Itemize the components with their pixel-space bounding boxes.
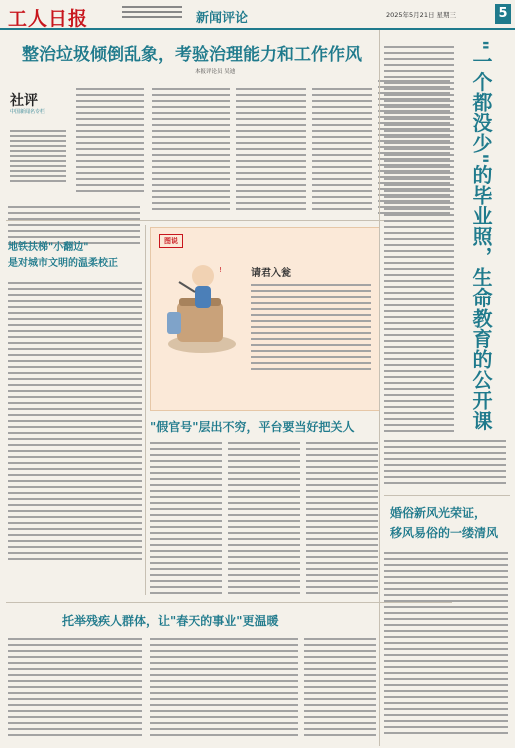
bottom-story-body-col2: [150, 638, 298, 740]
middle-story-headline: "假官号"层出不穷，平台要当好把关人: [150, 420, 355, 434]
top-story-headline: 整治垃圾倾倒乱象，考验治理能力和工作作风: [22, 45, 362, 65]
cartoon-caption: [251, 284, 371, 374]
right-vertical-headline: "一个都没少"的毕业照，生命教育的公开课: [469, 40, 493, 431]
masthead-info-lines: [122, 6, 182, 21]
left-story-headline-line1: 地铁扶梯"小翻边": [8, 242, 89, 253]
top-story-body-col2: [76, 88, 144, 196]
left-story-body: [8, 282, 142, 564]
right-bottom-headline-line1: 婚俗新风光荣证，: [390, 506, 487, 520]
column-logo: [10, 90, 76, 120]
divider: [145, 225, 146, 595]
column-logo-name: 社评: [10, 93, 38, 109]
middle-story-body-col2: [228, 442, 300, 598]
left-story-headline-line2: 是对城市文明的温柔校正: [8, 258, 118, 269]
right-bottom-headline-line2: 移风易俗的一缕清风: [390, 526, 499, 540]
editor-note-text: [10, 130, 66, 185]
bottom-story-body-col3: [304, 638, 376, 740]
right-body-upper: [384, 46, 454, 436]
issue-date: 2025年5月21日 星期三: [386, 11, 457, 19]
page-number-badge: 5: [495, 4, 511, 24]
top-story-byline: 本报评论员 吴迪: [195, 69, 236, 75]
bottom-story-body-col1: [8, 638, 142, 740]
masthead: [0, 0, 515, 30]
cartoon-panel: [150, 227, 380, 411]
top-story-body-col4: [236, 88, 306, 214]
middle-story-body-col1: [150, 442, 222, 598]
bottom-story-headline: 托举残疾人群体，让"春天的事业"更温暖: [62, 614, 279, 628]
right-bottom-body: [384, 552, 508, 738]
cartoon-illustration: [159, 252, 245, 358]
svg-text:!: !: [219, 266, 222, 274]
cartoon-tag: 图说: [159, 234, 183, 248]
cartoon-title: 请君入瓮: [251, 268, 291, 279]
divider: [379, 30, 380, 746]
newspaper-logo: 工人日报: [8, 8, 89, 30]
top-story-body-col3: [152, 88, 230, 214]
top-story-body-col5: [312, 88, 372, 214]
divider: [384, 495, 510, 496]
column-logo-subtitle: 中国新闻名专栏: [10, 109, 46, 115]
right-body-col: [384, 440, 506, 488]
middle-story-body-col3: [306, 442, 378, 598]
section-title: 新闻评论: [196, 11, 249, 26]
